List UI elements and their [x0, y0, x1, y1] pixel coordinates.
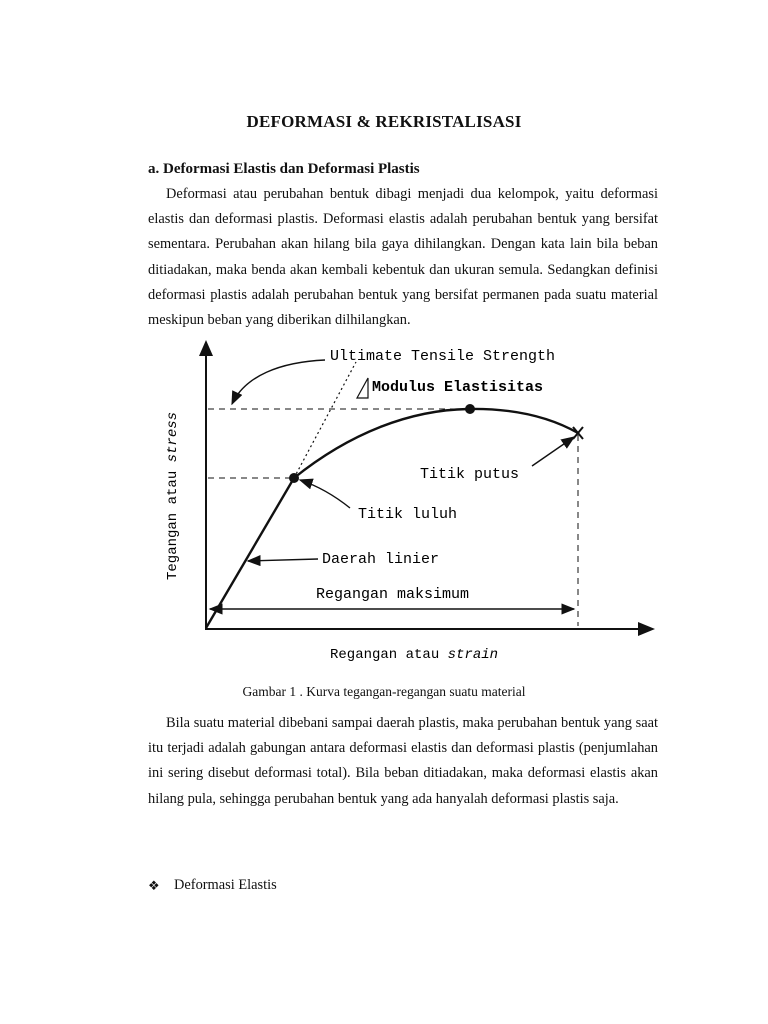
- y-axis-label-italic: stress: [165, 411, 181, 463]
- break-point-arrow: [532, 437, 574, 466]
- yield-point-arrow: [300, 480, 350, 508]
- uts-point-dot: [465, 404, 475, 414]
- stress-strain-diagram: [150, 338, 660, 668]
- figure-caption: Gambar 1 . Kurva tegangan-regangan suatu material: [242, 684, 526, 699]
- yield-point-dot: [289, 473, 299, 483]
- uts-curved-arrow: [232, 360, 325, 404]
- break-point-label: Titik putus: [420, 466, 520, 483]
- diamond-bullet-icon: ❖: [148, 877, 160, 893]
- linear-region-line: [206, 478, 294, 628]
- y-axis-label: [165, 412, 181, 580]
- bullet-item: [148, 877, 277, 894]
- modulus-dotted-extension: [294, 362, 356, 478]
- document-title: DEFORMASI & REKRISTALISASI: [246, 112, 522, 131]
- x-axis-arrow-icon: [638, 622, 655, 636]
- modulus-label: Modulus Elastisitas: [372, 379, 544, 396]
- y-axis-label-prefix: Tegangan atau: [165, 462, 181, 580]
- max-strain-label: Regangan maksimum: [316, 586, 470, 603]
- section-heading: a. Deformasi Elastis dan Deformasi Plastis: [148, 161, 420, 177]
- uts-label: Ultimate Tensile Strength: [330, 348, 556, 365]
- linear-region-arrow: [248, 559, 318, 561]
- modulus-triangle-icon: [357, 378, 368, 398]
- paragraph-intro: Deformasi atau perubahan bentuk dibagi menjadi dua kelompok, yaitu deformasi elastis dan deformasi plastis. Deformasi elastis adalah perubahan bentuk yang bersifat sementara. Perubahan akan hilang bila gaya dihilangkan. Dengan kata lain bila beban ditiadakan, maka benda akan kembali kebentuk dan ukuran semula. Sedangkan definisi deformasi plastis adalah perubahan bentuk yang bersifat permanen pada suatu material meskipun beban yang diberikan dilhilangkan.: [148, 186, 658, 329]
- stress-strain-figure: [150, 338, 660, 668]
- linear-region-label: Daerah linier: [322, 551, 440, 568]
- x-axis-label-prefix: Regangan atau: [330, 647, 448, 663]
- x-axis-label-italic: strain: [447, 647, 499, 663]
- bullet-item-label: Deformasi Elastis: [174, 877, 277, 893]
- y-axis-arrow-icon: [199, 340, 213, 356]
- x-axis-label: [330, 647, 498, 663]
- yield-point-label: Titik luluh: [358, 506, 458, 523]
- paragraph-plastic: Bila suatu material dibebani sampai daerah plastis, maka perubahan bentuk yang saat itu terjadi adalah gabungan antara deformasi elastis dan deformasi plastis (penjumlahan ini sering disebut deformasi total). Bila beban ditiadakan, maka deformasi elastis akan hilang pula, sehingga perubahan bentuk yang ada hanyalah deformasi plastis saja.: [148, 715, 658, 807]
